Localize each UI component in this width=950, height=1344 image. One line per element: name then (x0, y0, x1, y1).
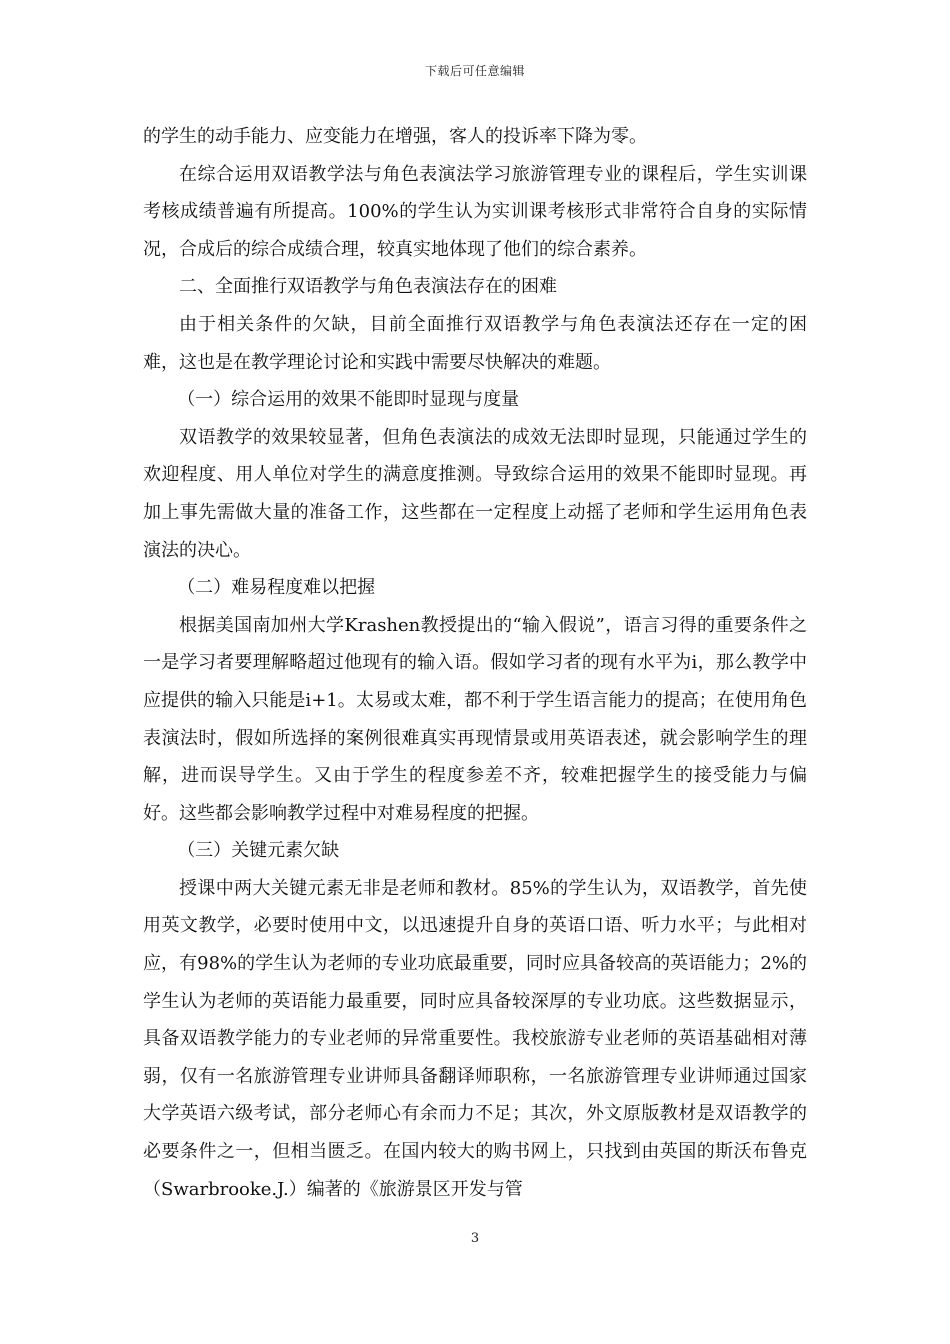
paragraph-training-results: 在综合运用双语教学法与角色表演法学习旅游管理专业的课程后，学生实训课考核成绩普遍有所提高。100%的学生认为实训课考核形式非常符合自身的实际情况，合成后的综合成绩合理，较真实地体现了他们的综合素养。 (143, 163, 807, 260)
subheading-key-elements: （三）关键元素欠缺 (177, 840, 340, 862)
subheading-effect-measurement: （一）综合运用的效果不能即时显现与度量 (177, 389, 520, 411)
section-heading-difficulties: 二、全面推行双语教学与角色表演法存在的困难 (179, 276, 557, 298)
page-header: 下载后可任意编辑 (424, 64, 525, 78)
paragraph-continuation: 的学生的动手能力、应变能力在增强，客人的投诉率下降为零。 (143, 126, 647, 147)
document-body (143, 118, 807, 1208)
subheading-difficulty-level: （二）难易程度难以把握 (177, 577, 376, 599)
paragraph-difficulty-level: 根据美国南加州大学Krashen教授提出的“输入假说”，语言习得的重要条件之一是学习者要理解略超过他现有的输入语。假如学习者的现有水平为i，那么教学中应提供的输入只能是i+1。太易或太难，都不利于学生语言能力的提高；在使用角色表演法时，假如所选择的案例很难真实再现情景或用英语表述，就会影响学生的理解，进而误导学生。又由于学生的程度参差不齐，较难把握学生的接受能力与偏好。这些都会影响教学过程中对难易程度的把握。 (143, 614, 807, 824)
paragraph-difficulties-intro: 由于相关条件的欠缺，目前全面推行双语教学与角色表演法还存在一定的困难，这也是在教学理论讨论和实践中需要尽快解决的难题。 (143, 313, 807, 373)
paragraph-key-elements: 授课中两大关键元素无非是老师和教材。85%的学生认为，双语教学，首先使用英文教学，必要时使用中文，以迅速提升自身的英语口语、听力水平；与此相对应，有98%的学生认为老师的专业功底最重要，同时应具备较高的英语能力；2%的学生认为老师的英语能力最重要，同时应具备较深厚的专业功底。这些数据显示，具备双语教学能力的专业老师的异常重要性。我校旅游专业老师的英语基础相对薄弱，仅有一名旅游管理专业讲师具备翻译师职称，一名旅游管理专业讲师通过国家大学英语六级考试，部分老师心有余而力不足；其次，外文原版教材是双语教学的必要条件之一，但相当匮乏。在国内较大的购书网上，只找到由英国的斯沃布鲁克（Swarbrooke.J.）编著的《旅游景区开发与管 (143, 877, 807, 1200)
page-number: 3 (470, 1231, 480, 1246)
paragraph-effect-measurement: 双语教学的效果较显著，但角色表演法的成效无法即时显现，只能通过学生的欢迎程度、用人单位对学生的满意度推测。导致综合运用的效果不能即时显现。再加上事先需做大量的准备工作，这些都在一定程度上动摇了老师和学生运用角色表演法的决心。 (143, 426, 807, 561)
